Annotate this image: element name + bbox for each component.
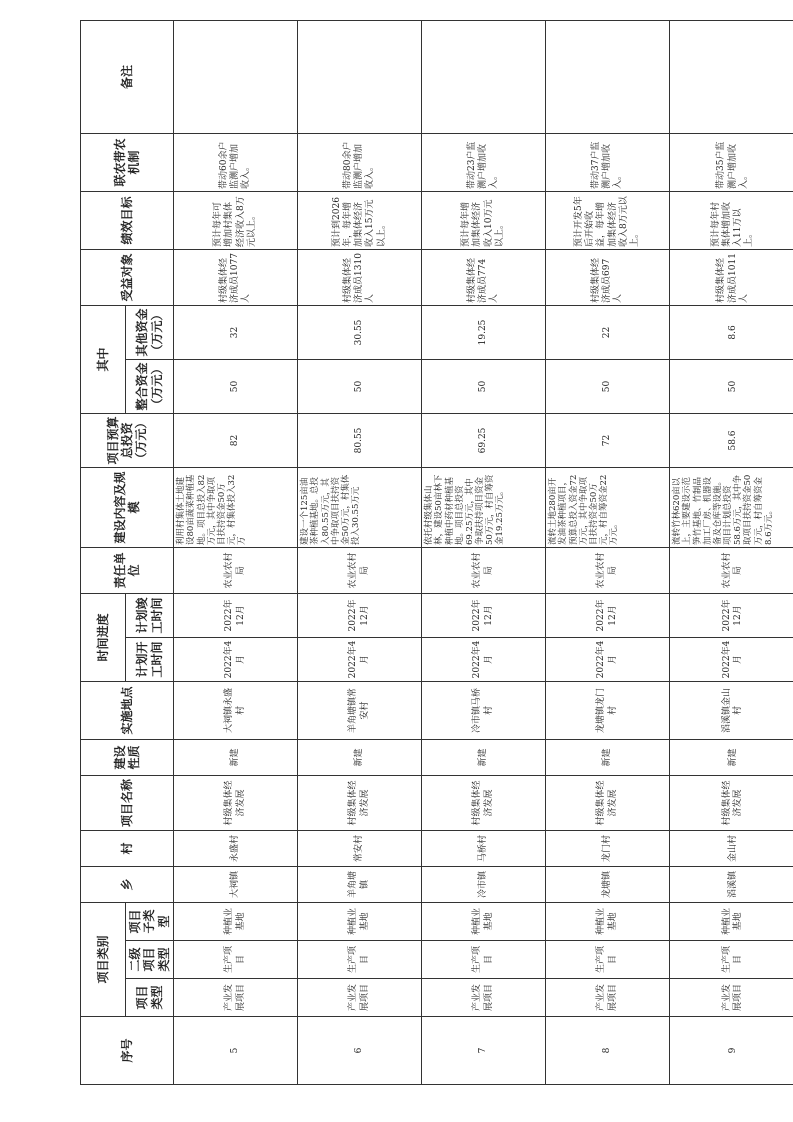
budget-cell: 69.25 bbox=[422, 413, 546, 467]
village-cell: 金山村 bbox=[670, 831, 793, 867]
integrated-cell: 50 bbox=[670, 359, 793, 413]
header-of-which: 其中 bbox=[81, 305, 126, 413]
location-cell: 羊角塘镇常安村 bbox=[298, 682, 422, 740]
village-cell: 常安村 bbox=[298, 831, 422, 867]
header-project-category: 项目类别 bbox=[81, 903, 126, 1017]
budget-cell: 58.6 bbox=[670, 413, 793, 467]
cat3-cell: 种植业基地 bbox=[298, 903, 422, 941]
header-township: 乡 bbox=[81, 867, 174, 903]
header-cat3: 项目子类型 bbox=[126, 903, 174, 941]
seq-cell: 6 bbox=[298, 1017, 422, 1085]
header-beneficiary: 受益对象 bbox=[81, 249, 174, 305]
name-cell: 村级集体经济发展 bbox=[670, 776, 793, 831]
header-nature: 建设性质 bbox=[81, 740, 174, 776]
cat1-cell: 产业发展项目 bbox=[174, 979, 298, 1017]
table-row bbox=[174, 20, 298, 1084]
header-location: 实施地点 bbox=[81, 682, 174, 740]
unit-cell: 农业农村局 bbox=[174, 547, 298, 593]
cat2-cell: 生产项目 bbox=[298, 941, 422, 979]
goal-cell: 预计每年可增加村集体经济收入8万元以上。 bbox=[174, 191, 298, 249]
mechanism-cell: 带动60余户监测户增加收入。 bbox=[174, 133, 298, 191]
beneficiary-cell: 村级集体经济成员1011人 bbox=[670, 249, 793, 305]
table-row bbox=[670, 20, 793, 1084]
seq-cell: 8 bbox=[546, 1017, 670, 1085]
township-cell: 羊角塘镇 bbox=[298, 867, 422, 903]
mechanism-cell: 带动37户监测户增加收入。 bbox=[546, 133, 670, 191]
township-cell: 大祠镇 bbox=[174, 867, 298, 903]
table-row bbox=[298, 20, 422, 1084]
remarks-cell bbox=[670, 20, 793, 133]
township-cell: 滔溪镇 bbox=[670, 867, 793, 903]
mechanism-cell: 带动23户监测户增加收入。 bbox=[422, 133, 546, 191]
seq-cell: 7 bbox=[422, 1017, 546, 1085]
budget-cell: 80.55 bbox=[298, 413, 422, 467]
goal-cell: 预计到2026年，每年增加集体经济收入15万元以上。 bbox=[298, 191, 422, 249]
header-other: 其他资金（万元） bbox=[126, 305, 174, 359]
header-goal: 绩效目标 bbox=[81, 191, 174, 249]
header-cat2: 二级项目类型 bbox=[126, 941, 174, 979]
start-cell: 2022年4月 bbox=[298, 638, 422, 682]
mechanism-cell: 带动35户监测户增加收入。 bbox=[670, 133, 793, 191]
remarks-cell bbox=[298, 20, 422, 133]
header-village: 村 bbox=[81, 831, 174, 867]
township-cell: 龙塘镇 bbox=[546, 867, 670, 903]
location-cell: 滔溪镇金山村 bbox=[670, 682, 793, 740]
village-cell: 龙门村 bbox=[546, 831, 670, 867]
goal-cell: 预计每年增加集体经济收入10万元以上。 bbox=[422, 191, 546, 249]
cat2-cell: 生产项目 bbox=[174, 941, 298, 979]
unit-cell: 农业农村局 bbox=[298, 547, 422, 593]
project-table bbox=[80, 20, 793, 1085]
beneficiary-cell: 村级集体经济成员1310人 bbox=[298, 249, 422, 305]
location-cell: 冷市镇马桥村 bbox=[422, 682, 546, 740]
header-integrated: 整合资金（万元） bbox=[126, 359, 174, 413]
name-cell: 村级集体经济发展 bbox=[298, 776, 422, 831]
header-remarks: 备注 bbox=[81, 20, 174, 133]
cat1-cell: 产业发展项目 bbox=[298, 979, 422, 1017]
remarks-cell bbox=[546, 20, 670, 133]
cat3-cell: 种植业基地 bbox=[670, 903, 793, 941]
content-cell: 依托村级集体山林，建设50亩林下种植中药材种植基地。项目总投资69.25万元，其中争取扶持项目资金50万元，村自筹资金19.25万元。 bbox=[422, 467, 546, 547]
seq-cell: 9 bbox=[670, 1017, 793, 1085]
header-content: 建设内容及规模 bbox=[81, 467, 174, 547]
mechanism-cell: 带动80余户监测户增加收入。 bbox=[298, 133, 422, 191]
cat1-cell: 产业发展项目 bbox=[670, 979, 793, 1017]
start-cell: 2022年4月 bbox=[174, 638, 298, 682]
unit-cell: 农业农村局 bbox=[546, 547, 670, 593]
integrated-cell: 50 bbox=[174, 359, 298, 413]
beneficiary-cell: 村级集体经济成员1077人 bbox=[174, 249, 298, 305]
header-schedule: 时间进度 bbox=[81, 593, 126, 681]
table-row bbox=[422, 20, 546, 1084]
village-cell: 永盛村 bbox=[174, 831, 298, 867]
content-cell: 利用村集体土地建设80亩蔬菜种植基地。项目总投入82万元，其中争取项目扶持资金50万元，村集体投入32万 bbox=[174, 467, 298, 547]
table-row bbox=[546, 20, 670, 1084]
nature-cell: 新建 bbox=[174, 740, 298, 776]
nature-cell: 新建 bbox=[298, 740, 422, 776]
header-project-name: 项目名称 bbox=[81, 776, 174, 831]
beneficiary-cell: 村级集体经济成员774人 bbox=[422, 249, 546, 305]
unit-cell: 农业农村局 bbox=[422, 547, 546, 593]
rotated-page bbox=[80, 40, 793, 1085]
name-cell: 村级集体经济发展 bbox=[546, 776, 670, 831]
cat2-cell: 生产项目 bbox=[546, 941, 670, 979]
other-cell: 32 bbox=[174, 305, 298, 359]
start-cell: 2022年4月 bbox=[670, 638, 793, 682]
header-unit: 责任单位 bbox=[81, 547, 174, 593]
integrated-cell: 50 bbox=[298, 359, 422, 413]
header-budget: 项目预算总投资（万元） bbox=[81, 413, 174, 467]
remarks-cell bbox=[174, 20, 298, 133]
integrated-cell: 50 bbox=[546, 359, 670, 413]
location-cell: 龙塘镇龙门村 bbox=[546, 682, 670, 740]
other-cell: 8.6 bbox=[670, 305, 793, 359]
content-cell: 流转竹林620亩以上，主要建设示范笋竹基地、竹制品加工厂房、机器设备及仓库等设施。项目计划总投资58.6万元，其中争取项目扶持资金50万元，村自筹资金8.6万元。 bbox=[670, 467, 793, 547]
start-cell: 2022年4月 bbox=[422, 638, 546, 682]
end-cell: 2022年12月 bbox=[546, 593, 670, 637]
remarks-cell bbox=[422, 20, 546, 133]
nature-cell: 新建 bbox=[546, 740, 670, 776]
township-cell: 冷市镇 bbox=[422, 867, 546, 903]
cat2-cell: 生产项目 bbox=[422, 941, 546, 979]
integrated-cell: 50 bbox=[422, 359, 546, 413]
cat1-cell: 产业发展项目 bbox=[546, 979, 670, 1017]
goal-cell: 预计每年村集体增加收入11万以上。 bbox=[670, 191, 793, 249]
village-cell: 马桥村 bbox=[422, 831, 546, 867]
header-mechanism: 联农带农机制 bbox=[81, 133, 174, 191]
cat2-cell: 生产项目 bbox=[670, 941, 793, 979]
content-cell: 建设一个125亩油茶种植基地。总投入80.55万元，其中争取项目扶持资金50万元，村集体投入30.55万元 bbox=[298, 467, 422, 547]
goal-cell: 预计开发5年后开始收益，每年增加集体经济收入8万元以上。 bbox=[546, 191, 670, 249]
nature-cell: 新建 bbox=[670, 740, 793, 776]
end-cell: 2022年12月 bbox=[422, 593, 546, 637]
beneficiary-cell: 村级集体经济成员697人 bbox=[546, 249, 670, 305]
content-cell: 流转土地280亩开发油茶种植项目，预算总投入资金72万元，其中争取项目扶持资金50万元，村自筹资金22万元。 bbox=[546, 467, 670, 547]
header-end: 计划竣工时间 bbox=[126, 593, 174, 637]
other-cell: 30.55 bbox=[298, 305, 422, 359]
header-row-1 bbox=[81, 20, 126, 1084]
unit-cell: 农业农村局 bbox=[670, 547, 793, 593]
seq-cell: 5 bbox=[174, 1017, 298, 1085]
budget-cell: 72 bbox=[546, 413, 670, 467]
header-start: 计划开工时间 bbox=[126, 638, 174, 682]
header-cat1: 项目类型 bbox=[126, 979, 174, 1017]
other-cell: 19.25 bbox=[422, 305, 546, 359]
header-seq: 序号 bbox=[81, 1017, 174, 1085]
name-cell: 村级集体经济发展 bbox=[422, 776, 546, 831]
name-cell: 村级集体经济发展 bbox=[174, 776, 298, 831]
cat1-cell: 产业发展项目 bbox=[422, 979, 546, 1017]
other-cell: 22 bbox=[546, 305, 670, 359]
end-cell: 2022年12月 bbox=[298, 593, 422, 637]
budget-cell: 82 bbox=[174, 413, 298, 467]
cat3-cell: 种植业基地 bbox=[174, 903, 298, 941]
end-cell: 2022年12月 bbox=[670, 593, 793, 637]
cat3-cell: 种植业基地 bbox=[422, 903, 546, 941]
location-cell: 大祠镇永盛村 bbox=[174, 682, 298, 740]
start-cell: 2022年4月 bbox=[546, 638, 670, 682]
nature-cell: 新建 bbox=[422, 740, 546, 776]
end-cell: 2022年12月 bbox=[174, 593, 298, 637]
cat3-cell: 种植业基地 bbox=[546, 903, 670, 941]
